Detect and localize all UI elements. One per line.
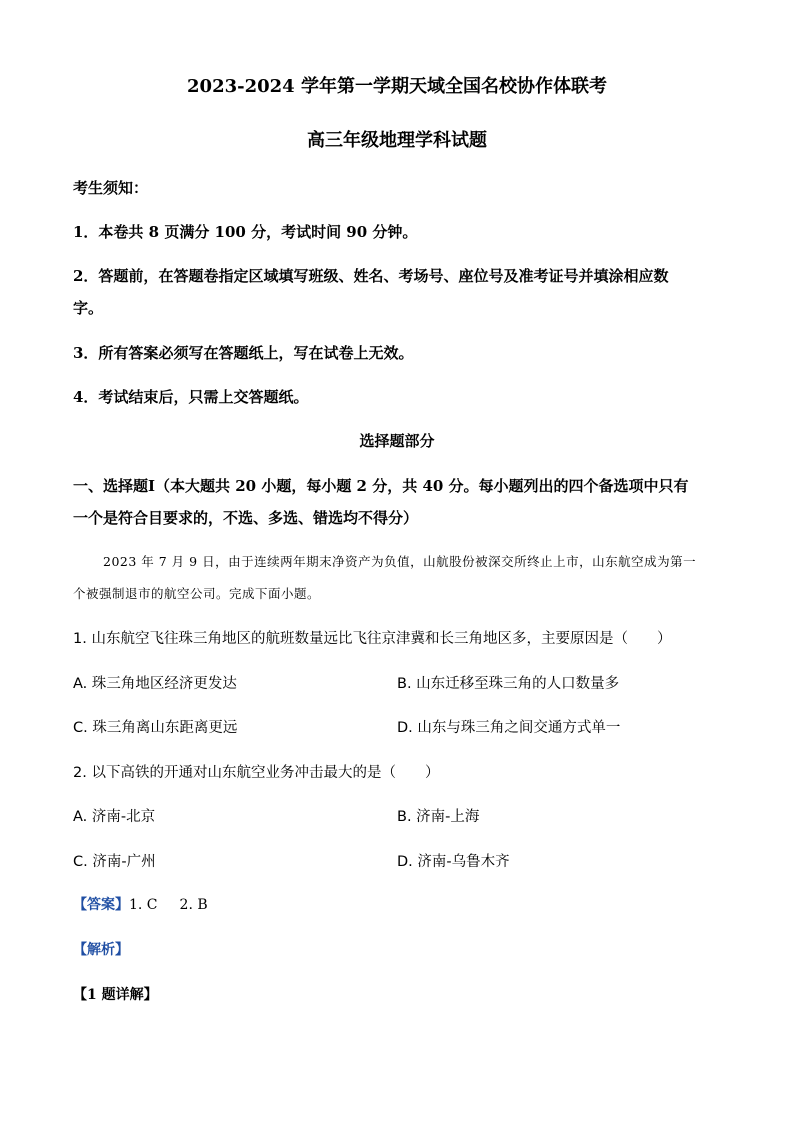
notice-item-2: 2．答题前，在答题卷指定区域填写班级、姓名、考场号、座位号及准考证号并填涂相应数 [73, 267, 669, 285]
question-2-option-d: D. 济南-乌鲁木齐 [397, 854, 510, 870]
answer-1: 1. C [129, 897, 158, 913]
section-instruction-line2: 一个是符合目要求的，不选、多选、错选均不得分） [73, 509, 419, 527]
question-1-option-c: C. 珠三角离山东距离更远 [73, 720, 238, 736]
passage-line2: 个被强制退市的航空公司。完成下面小题。 [73, 586, 321, 601]
question-2-stem: 2. 以下高铁的开通对山东航空业务冲击最大的是（ ） [73, 765, 440, 781]
section-instruction-line1: 一、选择题Ⅰ（本大题共 20 小题，每小题 2 分，共 40 分。每小题列出的四个备选项中只有 [73, 477, 689, 495]
question-1-option-a: A. 珠三角地区经济更发达 [73, 676, 237, 692]
question-2-option-c: C. 济南-广州 [73, 854, 156, 870]
answer-label: 【答案】 [73, 897, 129, 913]
notice-item-2-cont: 字。 [73, 299, 104, 317]
question-1-option-d: D. 山东与珠三角之间交通方式单一 [397, 720, 621, 736]
question-1-stem: 1. 山东航空飞往珠三角地区的航班数量远比飞往京津冀和长三角地区多，主要原因是（ ） [73, 631, 672, 647]
detail-label: 【1 题详解】 [73, 987, 158, 1003]
notice-item-1: 1．本卷共 8 页满分 100 分，考试时间 90 分钟。 [73, 223, 418, 241]
section-title: 选择题部分 [359, 432, 435, 450]
answer-2: 2. B [179, 897, 208, 913]
question-2-option-b: B. 济南-上海 [397, 809, 480, 825]
question-1-option-b: B. 山东迁移至珠三角的人口数量多 [397, 676, 620, 692]
exam-subtitle: 高三年级地理学科试题 [307, 130, 487, 151]
notice-item-3: 3．所有答案必须写在答题纸上，写在试卷上无效。 [73, 344, 414, 362]
question-2-option-a: A. 济南-北京 [73, 809, 156, 825]
notice-item-4: 4．考试结束后，只需上交答题纸。 [73, 388, 309, 406]
notice-heading: 考生须知： [73, 179, 149, 197]
analysis-label: 【解析】 [73, 942, 129, 958]
answer-row [73, 894, 208, 914]
passage-line1: 2023 年 7 月 9 日，由于连续两年期末净资产为负值，山航股份被深交所终止上市，山东航空成为第一 [103, 554, 697, 569]
exam-title: 2023-2024 学年第一学期天域全国名校协作体联考 [187, 76, 607, 97]
